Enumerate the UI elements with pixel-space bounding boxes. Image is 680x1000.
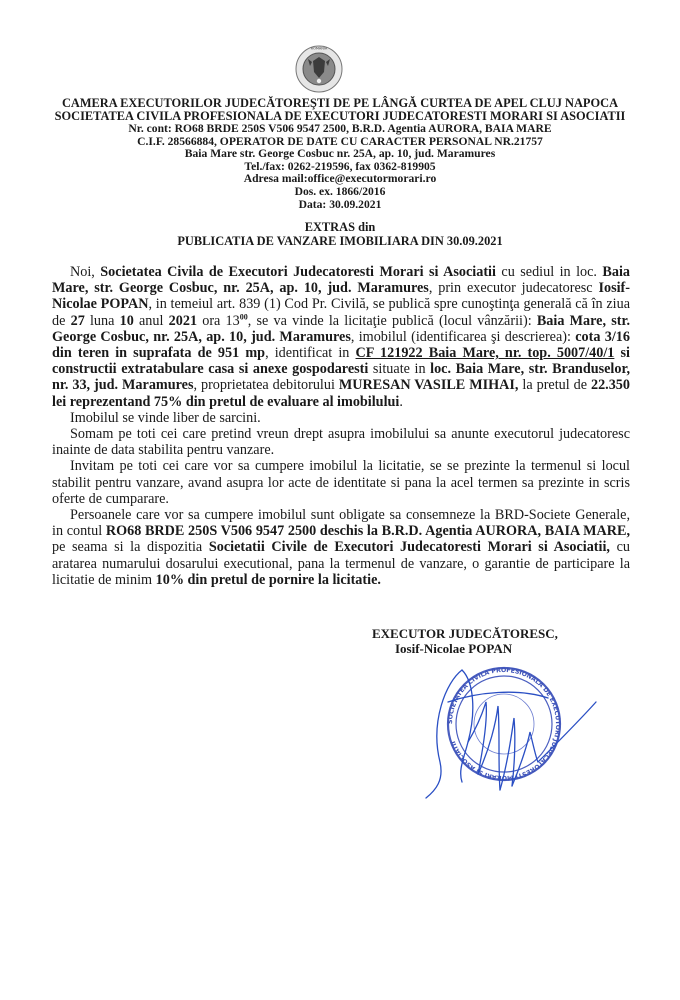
signatory-title: EXECUTOR JUDECĂTORESC, <box>372 626 558 641</box>
romania-coat-of-arms-seal-icon <box>294 44 344 94</box>
header-bank-account: Nr. cont: RO68 BRDE 250S V506 9547 2500, B.R.D. Agentia AURORA, BAIA MARE <box>128 122 552 135</box>
paragraph-summons: Somam pe toti cei care pretind vreun drept asupra imobilului sa anunte executorul judecatoresc inainte de data stabilita pentru vanzare. <box>52 426 630 459</box>
stamp-seal <box>447 667 561 781</box>
header-file-number: Dos. ex. 1866/2016 <box>294 184 386 198</box>
paragraph-sale-notice: Noi, Societatea Civila de Executori Judecatoresti Morari si Asociatii cu sediul in loc. Baia Mare, str. George Cosbuc, nr. 25A, ap. 10, jud. Maramures, prin executor judecatoresc Iosif-Nicolae POPAN, in temeiul art. 839 (1) Cod Pr. Civilă, se publică spre cunoştinţa generală că în ziua de 27 luna 10 anul 2021 ora $13^{00}$, se va vinde la licitaţie publică (locul vânzării): Baia Mare, str. George Cosbuc, nr. 25A, ap. 10, jud. Maramures, imobilul (identificarea şi descrierea): cota 3/16 din teren in suprafata de 951 mp, identificat in CF 121922 Baia Mare, nr. top. 5007/40/1 si constructii extratabulare casa si anexe gospodaresti situate in loc. Baia Mare, str. Branduselor, nr. 33, jud. Maramures, proprietatea debitorului MURESAN VASILE MIHAI, la pretul de 22.350 lei reprezentand 75% din pretul de evaluare al imobilului. <box>52 264 631 410</box>
paragraph-no-encumbrances: Imobilul se vinde liber de sarcini. <box>70 409 261 426</box>
document-body <box>52 264 630 588</box>
title-line-1: EXTRAS din <box>304 220 376 234</box>
header-date: Data: 30.09.2021 <box>298 197 382 211</box>
header-chamber: CAMERA EXECUTORILOR JUDECĂTOREŞTI DE PE LÂNGĂ CURTEA DE APEL CLUJ NAPOCA <box>61 96 619 110</box>
document-title <box>40 221 640 248</box>
title-line-2: PUBLICATIA DE VANZARE IMOBILIARA DIN 30.09.2021 <box>177 233 503 248</box>
paragraph-invitation: Invitam pe toti cei care vor sa cumpere imobilul la licitatie, se se prezinte la termenul si locul stabilit pentru vanzare, avand asupra lor acte de identitate si pana la acel termen sa prezinte in scris oferte de cumparare. <box>52 458 630 507</box>
stamp-text: SOCIETATEA CIVILA PROFESIONALA DE EXECUTORI JUDECATORESTI MORARI SI ASOCIATII <box>446 666 562 782</box>
emblem-label: ROMÂNIA <box>310 46 328 51</box>
sale-price: 22.350 lei reprezentand 75% din pretul de evaluare al imobilului <box>52 377 630 410</box>
debtor-name: MURESAN VASILE MIHAI, <box>338 377 519 394</box>
header-phone: Tel./fax: 0262-219596, fax 0362-819905 <box>244 159 436 173</box>
letterhead <box>40 97 640 211</box>
bank-account: RO68 BRDE 250S V506 9547 2500 deschis la B.R.D. Agentia AURORA, BAIA MARE, <box>105 523 630 540</box>
land-registry-reference: CF 121922 Baia Mare, nr. top. 5007/40/1 <box>355 345 615 362</box>
header-email: Adresa mail:office@executormorari.ro <box>243 172 437 186</box>
round-official-stamp-icon <box>418 662 608 802</box>
signature-block <box>372 626 602 656</box>
paragraph-guarantee: Persoanele care vor sa cumpere imobilul sunt obligate sa consemneze la BRD-Societe Generale, in contul RO68 BRDE 250S V506 9547 2500 deschis la B.R.D. Agentia AURORA, BAIA MARE, pe seama si la dispozitia Societatii Civile de Executori Judecatoresti Morari si Asociatii, cu aratarea numarului dosarului executional, pana la termenul de vanzare, o garantie de participare la licitatie de minim 10% din pretul de pornire la licitatie. <box>52 507 630 588</box>
header-company: SOCIETATEA CIVILA PROFESIONALA DE EXECUTORI JUDECATORESTI MORARI SI ASOCIATII <box>54 109 626 123</box>
signatory-name: Iosif-Nicolae POPAN <box>395 641 513 656</box>
header-cif: C.I.F. 28566884, OPERATOR DE DATE CU CARACTER PERSONAL NR.21757 <box>137 134 543 148</box>
header-address: Baia Mare str. George Cosbuc nr. 25A, ap. 10, jud. Maramures <box>184 147 496 161</box>
